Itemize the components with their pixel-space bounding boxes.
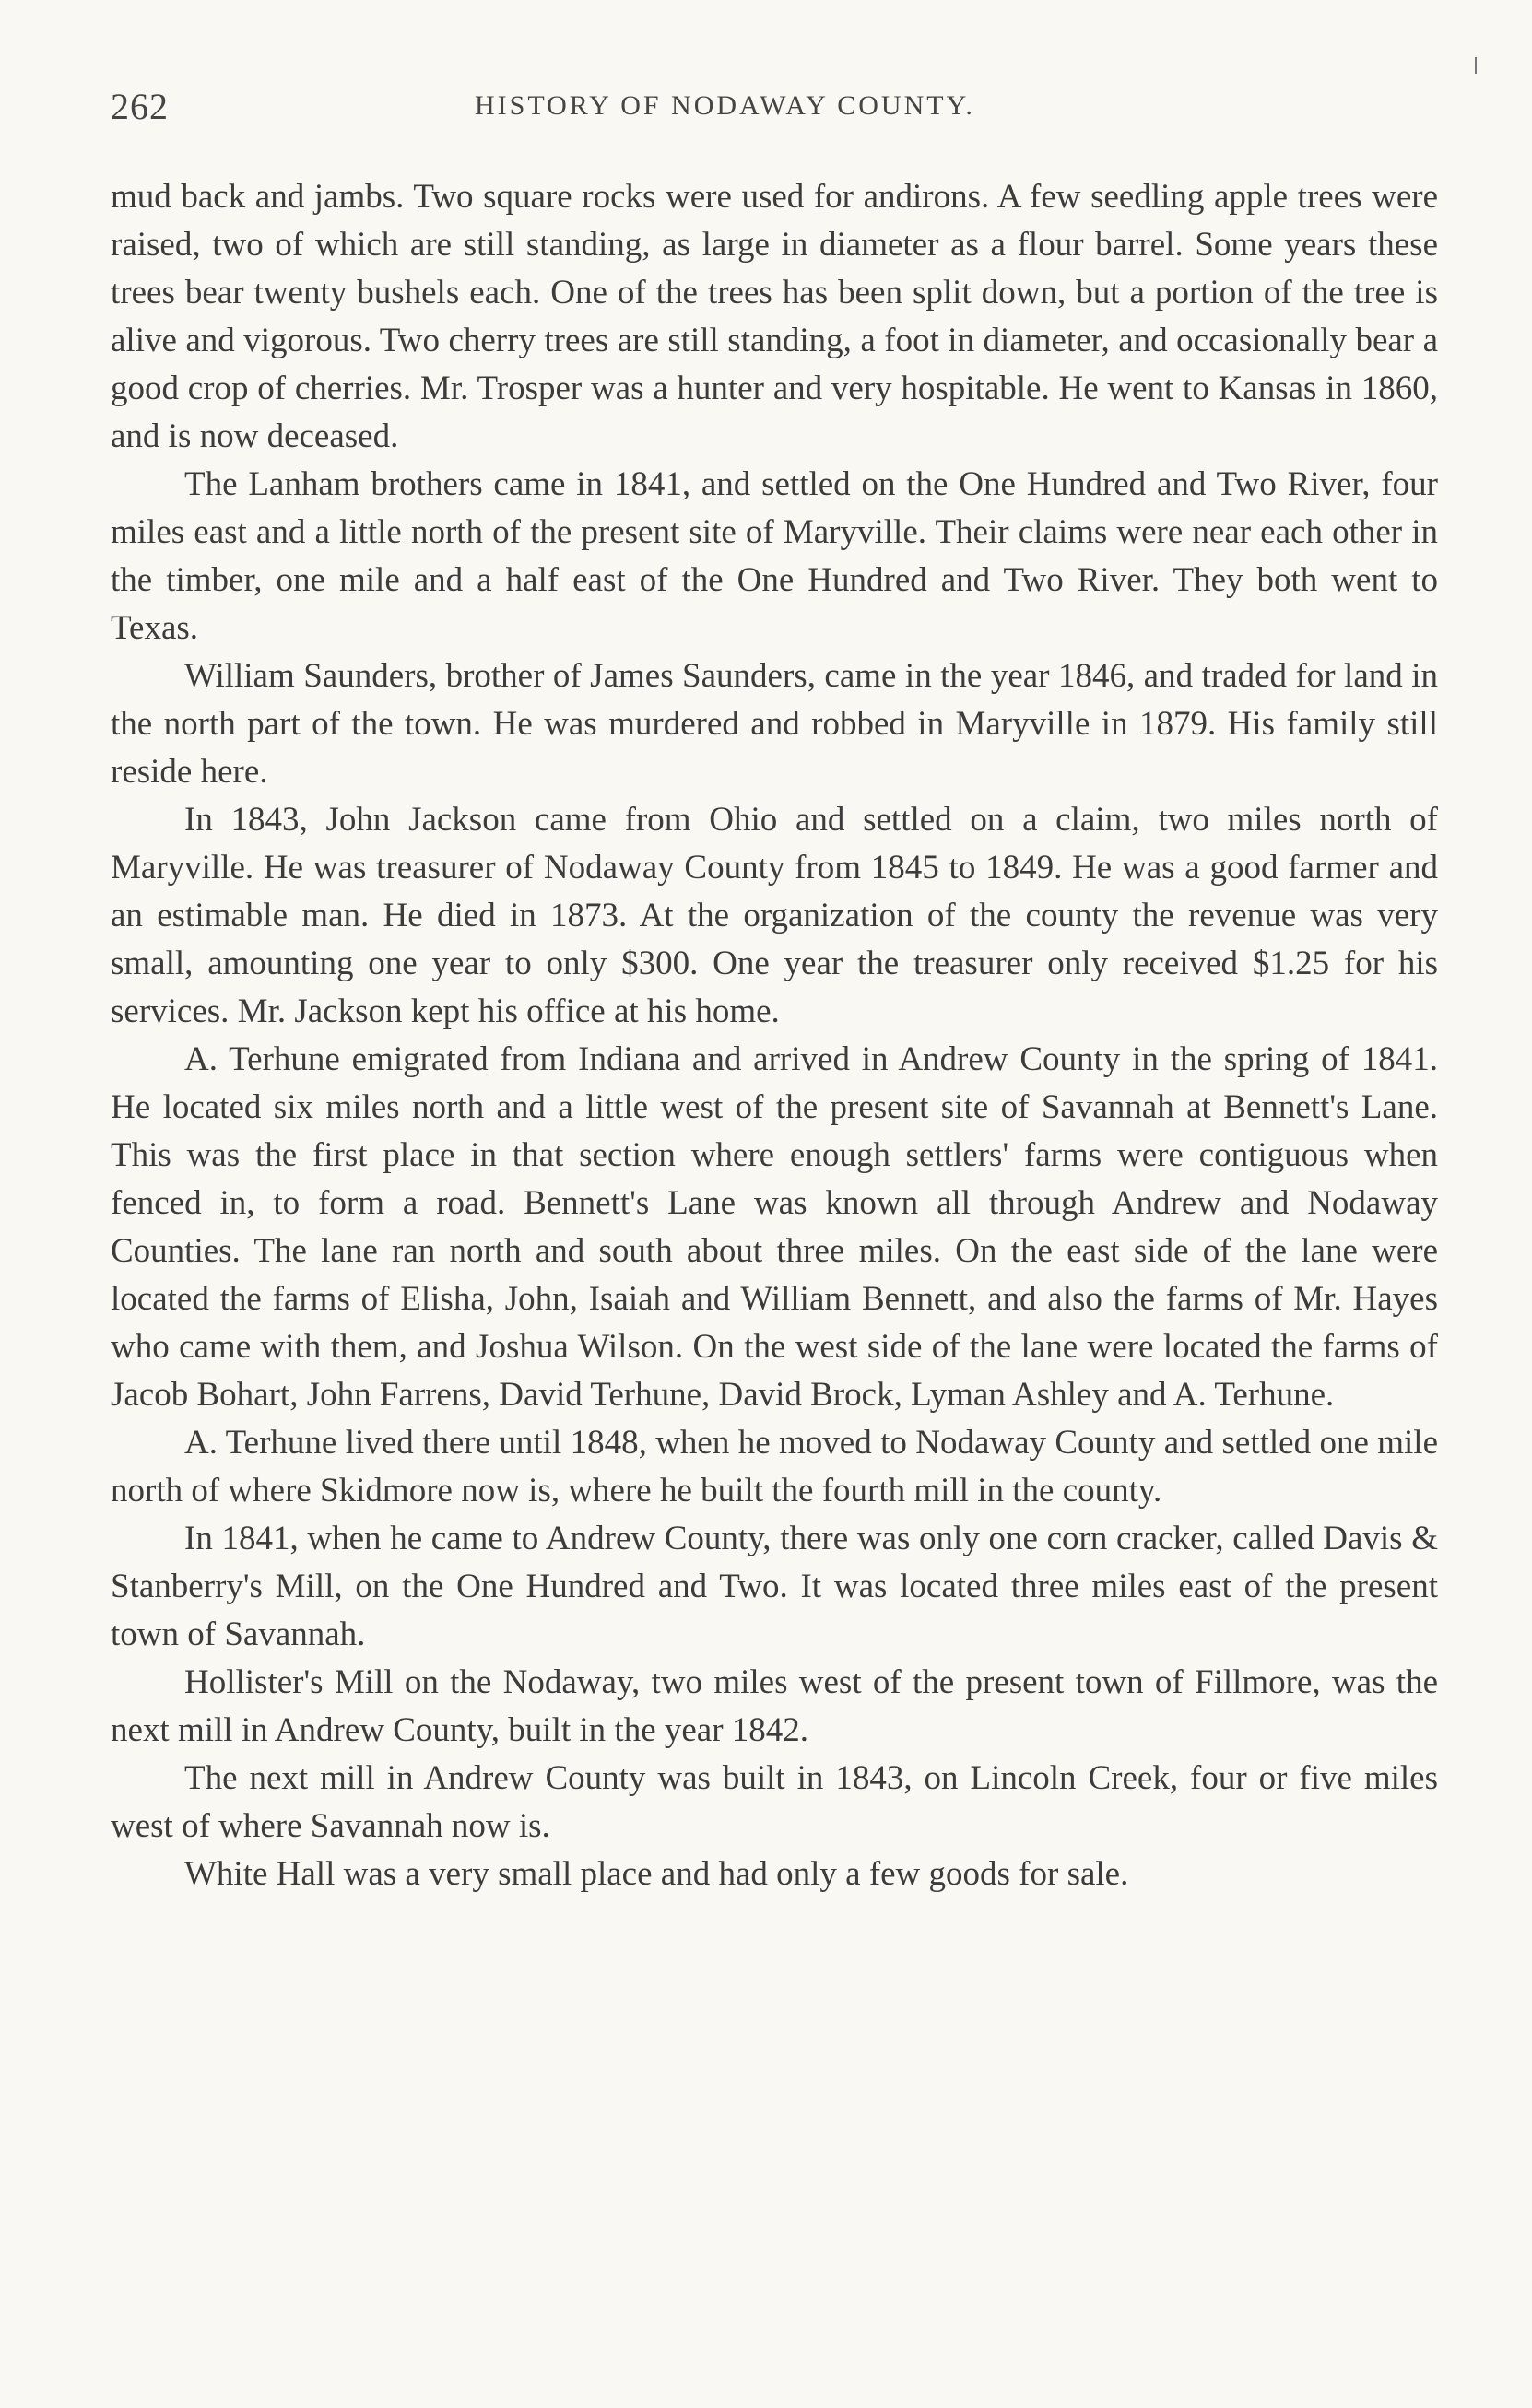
page-number: 262: [111, 86, 169, 127]
body-text: [111, 173, 1438, 1898]
paragraph: The Lanham brothers came in 1841, and settled on the One Hundred and Two River, four miles east and a little north of the present site of Maryville. Their claims were near each other in the timber, one mile and a half east of the One Hundred and Two River. They both went to Texas.: [111, 465, 1438, 647]
paragraph: Hollister's Mill on the Nodaway, two miles west of the present town of Fillmore, was the next mill in Andrew County, built in the year 1842.: [111, 1663, 1438, 1749]
paragraph: White Hall was a very small place and had only a few goods for sale.: [184, 1855, 1129, 1893]
margin-mark: [1475, 57, 1477, 74]
paragraph: In 1843, John Jackson came from Ohio and settled on a claim, two miles north of Maryville. He was treasurer of Nodaway County from 1845 to 1849. He was a good farmer and an estimable man. He died in 1873. At the organization of the county the revenue was very small, amounting one year to only $300. One year the treasurer only received $1.25 for his services. Mr. Jackson kept his office at his home.: [111, 801, 1438, 1030]
paragraph: The next mill in Andrew County was built in 1843, on Lincoln Creek, four or five miles west of where Savannah now is.: [111, 1759, 1438, 1845]
paragraph: A. Terhune lived there until 1848, when he moved to Nodaway County and settled one mile north of where Skidmore now is, where he built the fourth mill in the county.: [111, 1424, 1438, 1509]
paragraph: William Saunders, brother of James Saunders, came in the year 1846, and traded for land in the north part of the town. He was murdered and robbed in Maryville in 1879. His family still reside here.: [111, 657, 1438, 791]
page-header: [111, 85, 1447, 140]
paragraph: A. Terhune emigrated from Indiana and arrived in Andrew County in the spring of 1841. He located six miles north and a little west of the present site of Savannah at Bennett's Lane. This was the first place in that section where enough settlers' farms were contiguous when fenced in, to form a road. Bennett's Lane was known all through Andrew and Nodaway Counties. The lane ran north and south about three miles. On the east side of the lane were located the farms of Elisha, John, Isaiah and William Bennett, and also the farms of Mr. Hayes who came with them, and Joshua Wilson. On the west side of the lane were located the farms of Jacob Bohart, John Farrens, David Terhune, David Brock, Lyman Ashley and A. Terhune.: [111, 1040, 1438, 1414]
paragraph-continued: mud back and jambs. Two square rocks were used for andirons. A few seedling apple trees were raised, two of which are still standing, as large in diameter as a flour barrel. Some years these trees bear twenty bushels each. One of the trees has been split down, but a portion of the tree is alive and vigorous. Two cherry trees are still standing, a foot in diameter, and occasionally bear a good crop of cherries. Mr. Trosper was a hunter and very hospitable. He went to Kansas in 1860, and is now deceased.: [111, 178, 1438, 455]
running-title: HISTORY OF NODAWAY COUNTY.: [475, 90, 975, 121]
paragraph: In 1841, when he came to Andrew County, there was only one corn cracker, called Davis & Stanberry's Mill, on the One Hundred and Two. It was located three miles east of the present town of Savannah.: [111, 1520, 1438, 1653]
